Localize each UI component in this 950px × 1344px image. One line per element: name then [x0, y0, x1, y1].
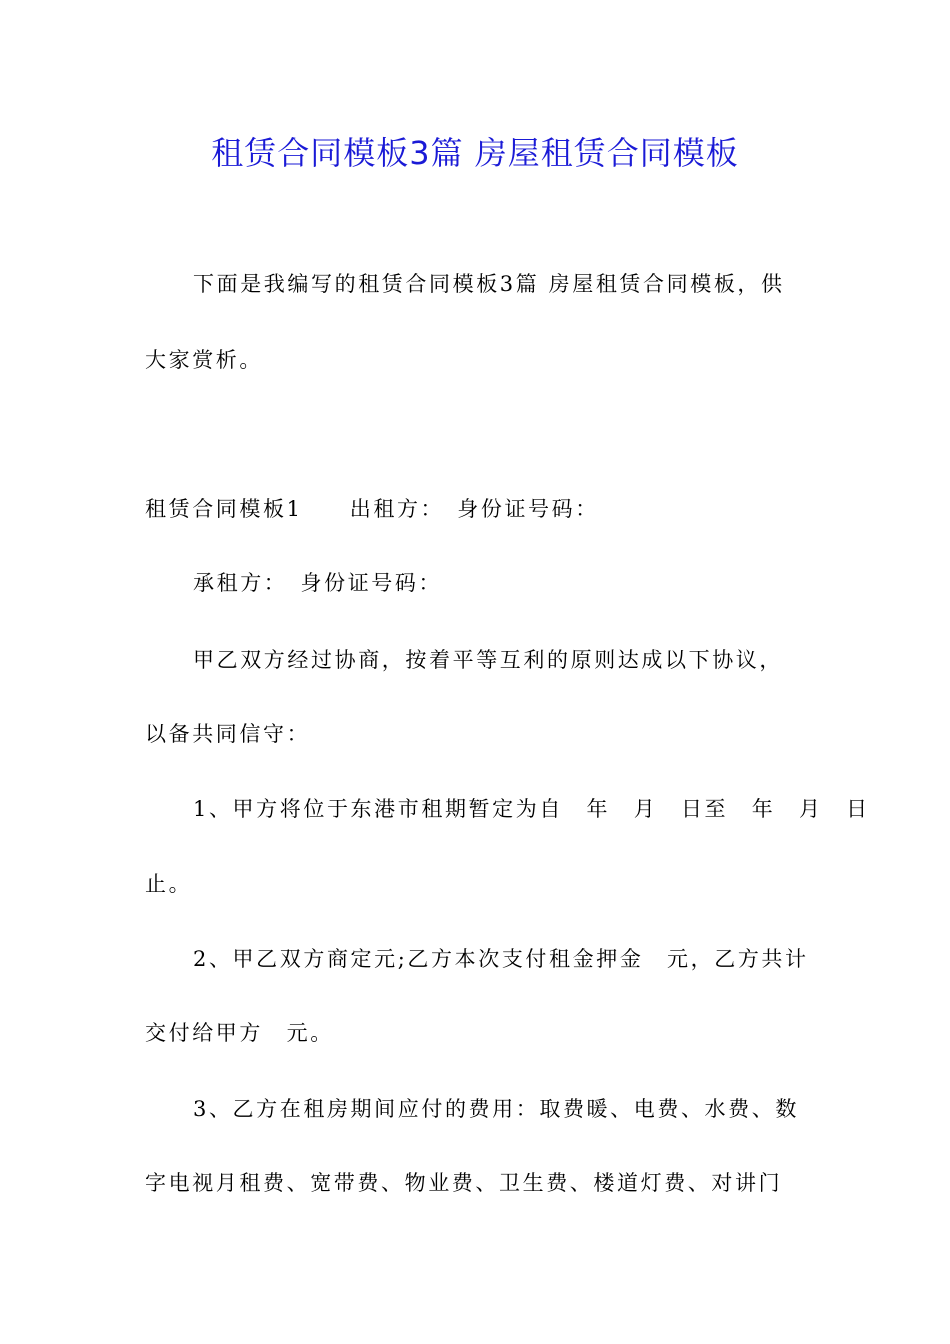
- clause-2-line-2: 交付给甲方 元。: [145, 1021, 334, 1045]
- agreement-line-2: 以备共同信守：: [145, 722, 311, 746]
- agreement-line-1: 甲乙双方经过协商，按着平等互利的原则达成以下协议，: [193, 648, 783, 672]
- template-heading-line: 租赁合同模板1 出租方： 身份证号码：: [145, 497, 599, 521]
- document-title: 租赁合同模板3篇 房屋租赁合同模板: [211, 134, 739, 172]
- intro-line-1: 下面是我编写的租赁合同模板3篇 房屋租赁合同模板，供: [193, 272, 785, 296]
- intro-line-2: 大家赏析。: [145, 348, 263, 372]
- clause-3-line-2: 字电视月租费、宽带费、物业费、卫生费、楼道灯费、对讲门: [145, 1171, 783, 1195]
- clause-2-line-1: 2、甲乙双方商定元;乙方本次支付租金押金 元，乙方共计: [193, 947, 809, 971]
- clause-1-line-1: 1、甲方将位于东港市租期暂定为自 年 月 日至 年 月 日: [193, 797, 870, 821]
- clause-1-line-2: 止。: [145, 872, 193, 896]
- lessee-line: 承租方： 身份证号码：: [193, 571, 443, 595]
- clause-3-line-1: 3、乙方在租房期间应付的费用：取费暖、电费、水费、数: [193, 1097, 799, 1121]
